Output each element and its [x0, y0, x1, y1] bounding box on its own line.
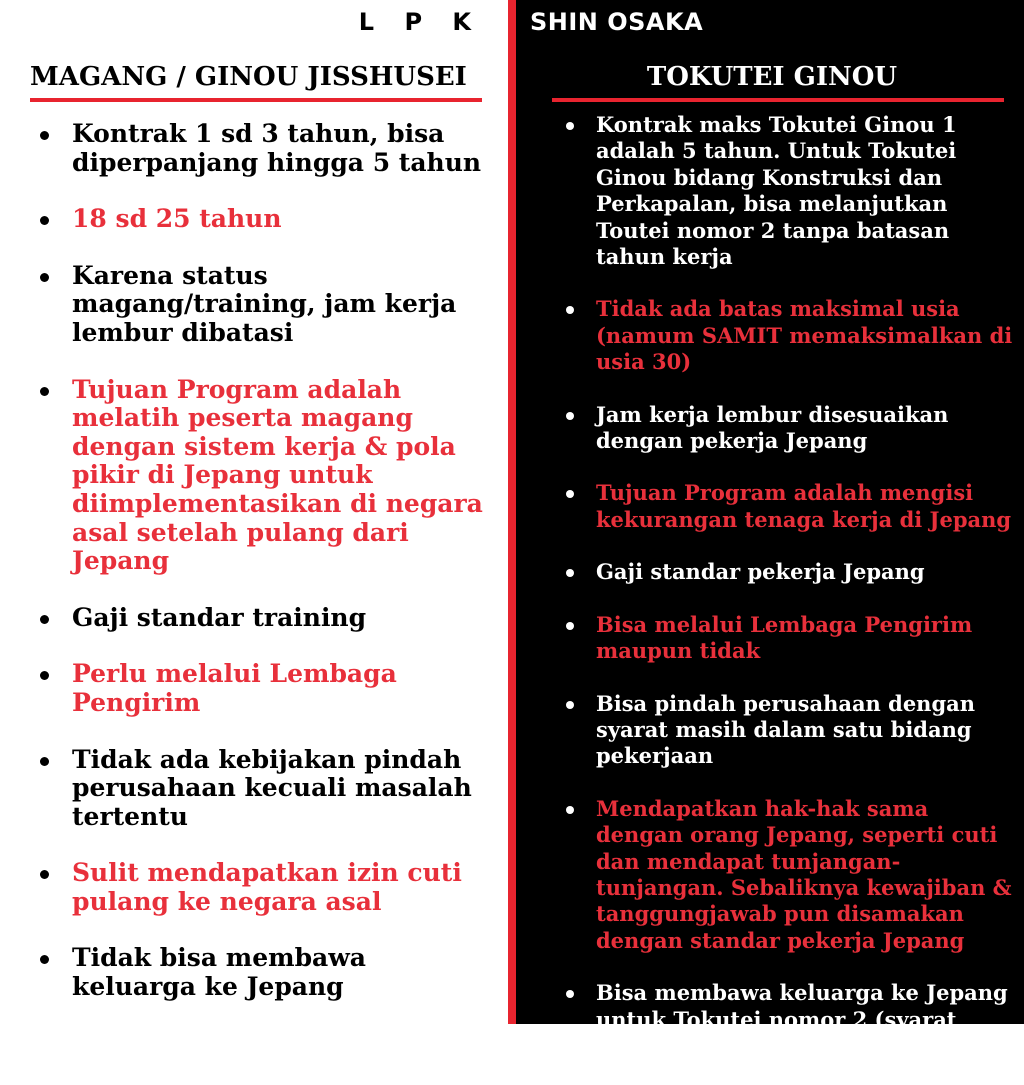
list-item-text: Tidak ada kebijakan pindah perusahaan kecuali masalah tertentu [72, 744, 472, 831]
bullet-icon [40, 955, 49, 964]
bullet-icon [566, 701, 574, 709]
list-item [566, 402, 1016, 455]
bullet-icon [566, 490, 574, 498]
list-item-text: Karena status magang/training, jam kerja lembur dibatasi [72, 260, 457, 347]
left-title-underline [30, 98, 482, 102]
list-item [566, 980, 1016, 1059]
list-item-text: Gaji standar training [72, 602, 367, 632]
bullet-icon [40, 757, 49, 766]
bullet-icon [40, 131, 49, 140]
list-item-text: Bisa melalui Lembaga Pengirim maupun tidak [596, 611, 973, 664]
left-bullet-list [40, 120, 490, 1030]
bullet-icon [40, 387, 49, 396]
bullet-icon [40, 273, 49, 282]
list-item [40, 859, 490, 916]
list-item-text: Mendapatkan hak-hak sama dengan orang Jepang, seperti cuti dan mendapat tunjangan-tunjangan. Sebaliknya kewajiban & tanggungjawab pun disamakan dengan standar pekerja Jepang [596, 795, 1012, 953]
list-item [566, 480, 1016, 533]
list-item [40, 120, 490, 177]
list-item [566, 796, 1016, 954]
bullet-icon [40, 615, 49, 624]
bullet-icon [40, 870, 49, 879]
list-item-text: Perlu melalui Lembaga Pengirim [72, 659, 397, 717]
brand-lpk: L P K [358, 8, 482, 36]
list-item-text: Kontrak maks Tokutei Ginou 1 adalah 5 tahun. Untuk Tokutei Ginou bidang Konstruksi dan Perkapalan, bisa melanjutkan Toutei nomor 2 tanpa batasan tahun kerja [596, 112, 957, 270]
bullet-icon [566, 306, 574, 314]
list-item [40, 660, 490, 717]
list-item-text: Tidak ada batas maksimal usia (namum SAMIT memaksimalkan di usia 30) [596, 296, 1013, 375]
list-item [40, 205, 490, 234]
bullet-icon [566, 990, 574, 998]
list-item-text: Bisa membawa keluarga ke Jepang untuk Tokutei nomor 2 (syarat ketentuan berlaku) [596, 980, 1008, 1058]
right-panel [516, 0, 1024, 1058]
bullet-icon [566, 122, 574, 130]
list-item-text: Kontrak 1 sd 3 tahun, bisa diperpanjang hingga 5 tahun [72, 119, 482, 177]
bullet-icon [566, 569, 574, 577]
list-item [40, 262, 490, 348]
center-divider [508, 0, 516, 1024]
list-item [566, 559, 1016, 585]
list-item-text: 18 sd 25 tahun [72, 204, 282, 234]
list-item [40, 944, 490, 1001]
list-item [40, 746, 490, 832]
right-title-underline [552, 98, 1004, 102]
list-item [40, 604, 490, 633]
right-bullet-list [566, 112, 1016, 1085]
bullet-icon [40, 671, 49, 680]
bullet-icon [566, 412, 574, 420]
left-column-title: MAGANG / GINOU JISSHUSEI [30, 62, 467, 92]
list-item-text: Tidak bisa membawa keluarga ke Jepang [72, 943, 366, 1002]
list-item [566, 112, 1016, 270]
list-item [566, 296, 1016, 375]
list-item [40, 376, 490, 576]
brand-shin-osaka: SHIN OSAKA [530, 8, 704, 36]
list-item-text: Jam kerja lembur disesuaikan dengan pekerja Jepang [596, 401, 949, 454]
bullet-icon [566, 622, 574, 630]
list-item [566, 691, 1016, 770]
list-item-text: Sulit mendapatkan izin cuti pulang ke negara asal [72, 858, 462, 916]
right-column-title: TOKUTEI GINOU [646, 62, 898, 92]
list-item-text: Tujuan Program adalah melatih peserta magang dengan sistem kerja & pola pikir di Jepang untuk diimplementasikan di negara asal setelah pulang dari Jepang [72, 374, 483, 576]
left-panel [0, 0, 508, 1024]
list-item [566, 612, 1016, 665]
list-item-text: Gaji standar pekerja Jepang [596, 559, 925, 585]
bullet-icon [40, 216, 49, 225]
list-item-text: Bisa pindah perusahaan dengan syarat masih dalam satu bidang pekerjaan [596, 690, 976, 769]
bullet-icon [566, 806, 574, 814]
list-item-text: Tujuan Program adalah mengisi kekurangan tenaga kerja di Jepang [596, 480, 1012, 532]
